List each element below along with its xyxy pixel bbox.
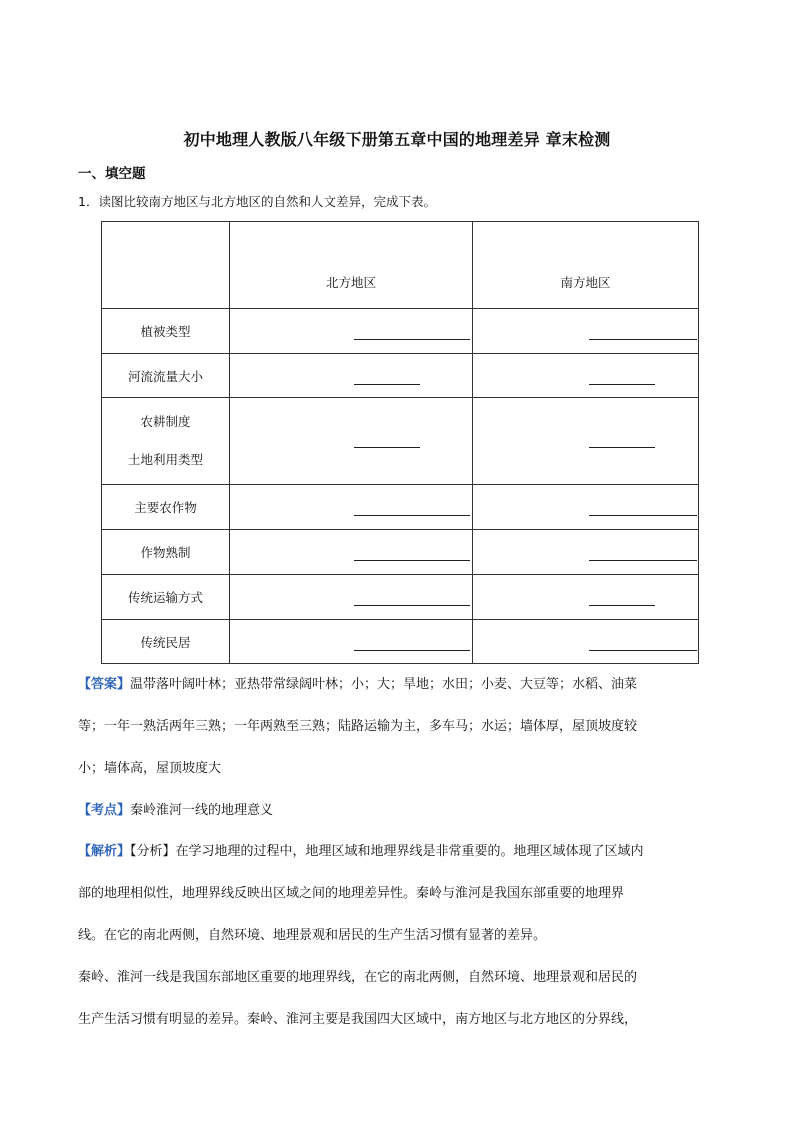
comparison-table: [101, 221, 699, 664]
north-cell: [230, 620, 473, 664]
jiexi-line: 【解析】【分析】在学习地理的过程中，地理区域和地理界线是非常重要的。地理区域体现了区域内: [78, 844, 644, 859]
document-title: 初中地理人教版八年级下册第五章中国的地理差异 章末检测: [183, 130, 611, 149]
answer-blank[interactable]: [589, 384, 655, 385]
answer-blank[interactable]: [354, 447, 420, 448]
row-label: 传统运输方式: [102, 575, 230, 620]
answer-line: 【答案】温带落叶阔叶林；亚热带常绿阔叶林；小；大；旱地；水田；小麦、大豆等；水稻、油菜: [78, 677, 638, 692]
south-cell: [473, 309, 699, 354]
table-row: [102, 485, 699, 530]
answer-line: 等；一年一熟活两年三熟；一年两熟至三熟；陆路运输为主，多车马；水运；墙体厚，屋顶坡度较: [78, 719, 638, 734]
answer-tag: 【答案】: [78, 677, 131, 692]
jiexi-line: 线。在它的南北两侧，自然环境、地理景观和居民的生产生活习惯有显著的差异。: [78, 928, 547, 943]
north-cell: [230, 354, 473, 398]
row-label: [102, 398, 230, 485]
section-heading: 一、填空题: [78, 166, 146, 182]
table-header-empty: [102, 222, 230, 309]
south-cell: [473, 620, 699, 664]
answer-blank[interactable]: [354, 384, 420, 385]
question-text: 1．读图比较南方地区与北方地区的自然和人文差异，完成下表。: [78, 194, 436, 209]
answer-blank[interactable]: [354, 605, 470, 606]
row-label: 主要农作物: [102, 485, 230, 530]
table-row: [102, 354, 699, 398]
answer-line: 小；墙体高，屋顶坡度大: [78, 761, 222, 776]
answer-blank[interactable]: [589, 339, 697, 340]
kaodian-text: 秦岭淮河一线的地理意义: [130, 803, 274, 818]
south-cell: [473, 575, 699, 620]
row-label: 作物熟制: [102, 530, 230, 575]
table-row: [102, 575, 699, 620]
kaodian-tag: 【考点】: [78, 803, 131, 818]
table-row: [102, 620, 699, 664]
north-cell: [230, 398, 473, 485]
table-row: [102, 309, 699, 354]
answer-blank[interactable]: [589, 515, 697, 516]
answer-blank[interactable]: [589, 605, 655, 606]
jiexi-tag: 【解析】: [78, 844, 131, 859]
south-cell: [473, 354, 699, 398]
jiexi-line: 部的地理相似性，地理界线反映出区域之间的地理差异性。秦岭与淮河是我国东部重要的地理界: [78, 886, 625, 901]
table-header-row: [102, 222, 699, 309]
answer-blank[interactable]: [354, 515, 470, 516]
table-row: [102, 530, 699, 575]
south-cell: [473, 485, 699, 530]
answer-blank[interactable]: [589, 650, 697, 651]
answer-blank[interactable]: [354, 339, 470, 340]
answer-blank[interactable]: [589, 560, 697, 561]
answer-blank[interactable]: [589, 447, 655, 448]
north-cell: [230, 309, 473, 354]
north-cell: [230, 485, 473, 530]
table-header-south: 南方地区: [473, 222, 699, 309]
row-label: 植被类型: [102, 309, 230, 354]
jiexi-line: 秦岭、淮河一线是我国东部地区重要的地理界线，在它的南北两侧，自然环境、地理景观和居民的: [78, 970, 638, 985]
north-cell: [230, 575, 473, 620]
answer-blank[interactable]: [354, 560, 470, 561]
north-cell: [230, 530, 473, 575]
row-label-line1: 农耕制度: [140, 413, 191, 429]
row-label-line2: 土地利用类型: [127, 452, 203, 467]
answer-block: [78, 664, 718, 790]
jiexi-block: [78, 831, 718, 1041]
table-row: [102, 398, 699, 485]
south-cell: [473, 398, 699, 485]
answer-blank[interactable]: [354, 650, 470, 651]
table-header-north: 北方地区: [230, 222, 473, 309]
south-cell: [473, 530, 699, 575]
kaodian-block: [78, 790, 718, 832]
row-label: 传统民居: [102, 620, 230, 664]
jiexi-line: 生产生活习惯有明显的差异。秦岭、淮河主要是我国四大区域中，南方地区与北方地区的分界线，: [78, 1012, 638, 1027]
row-label: 河流流量大小: [102, 354, 230, 398]
